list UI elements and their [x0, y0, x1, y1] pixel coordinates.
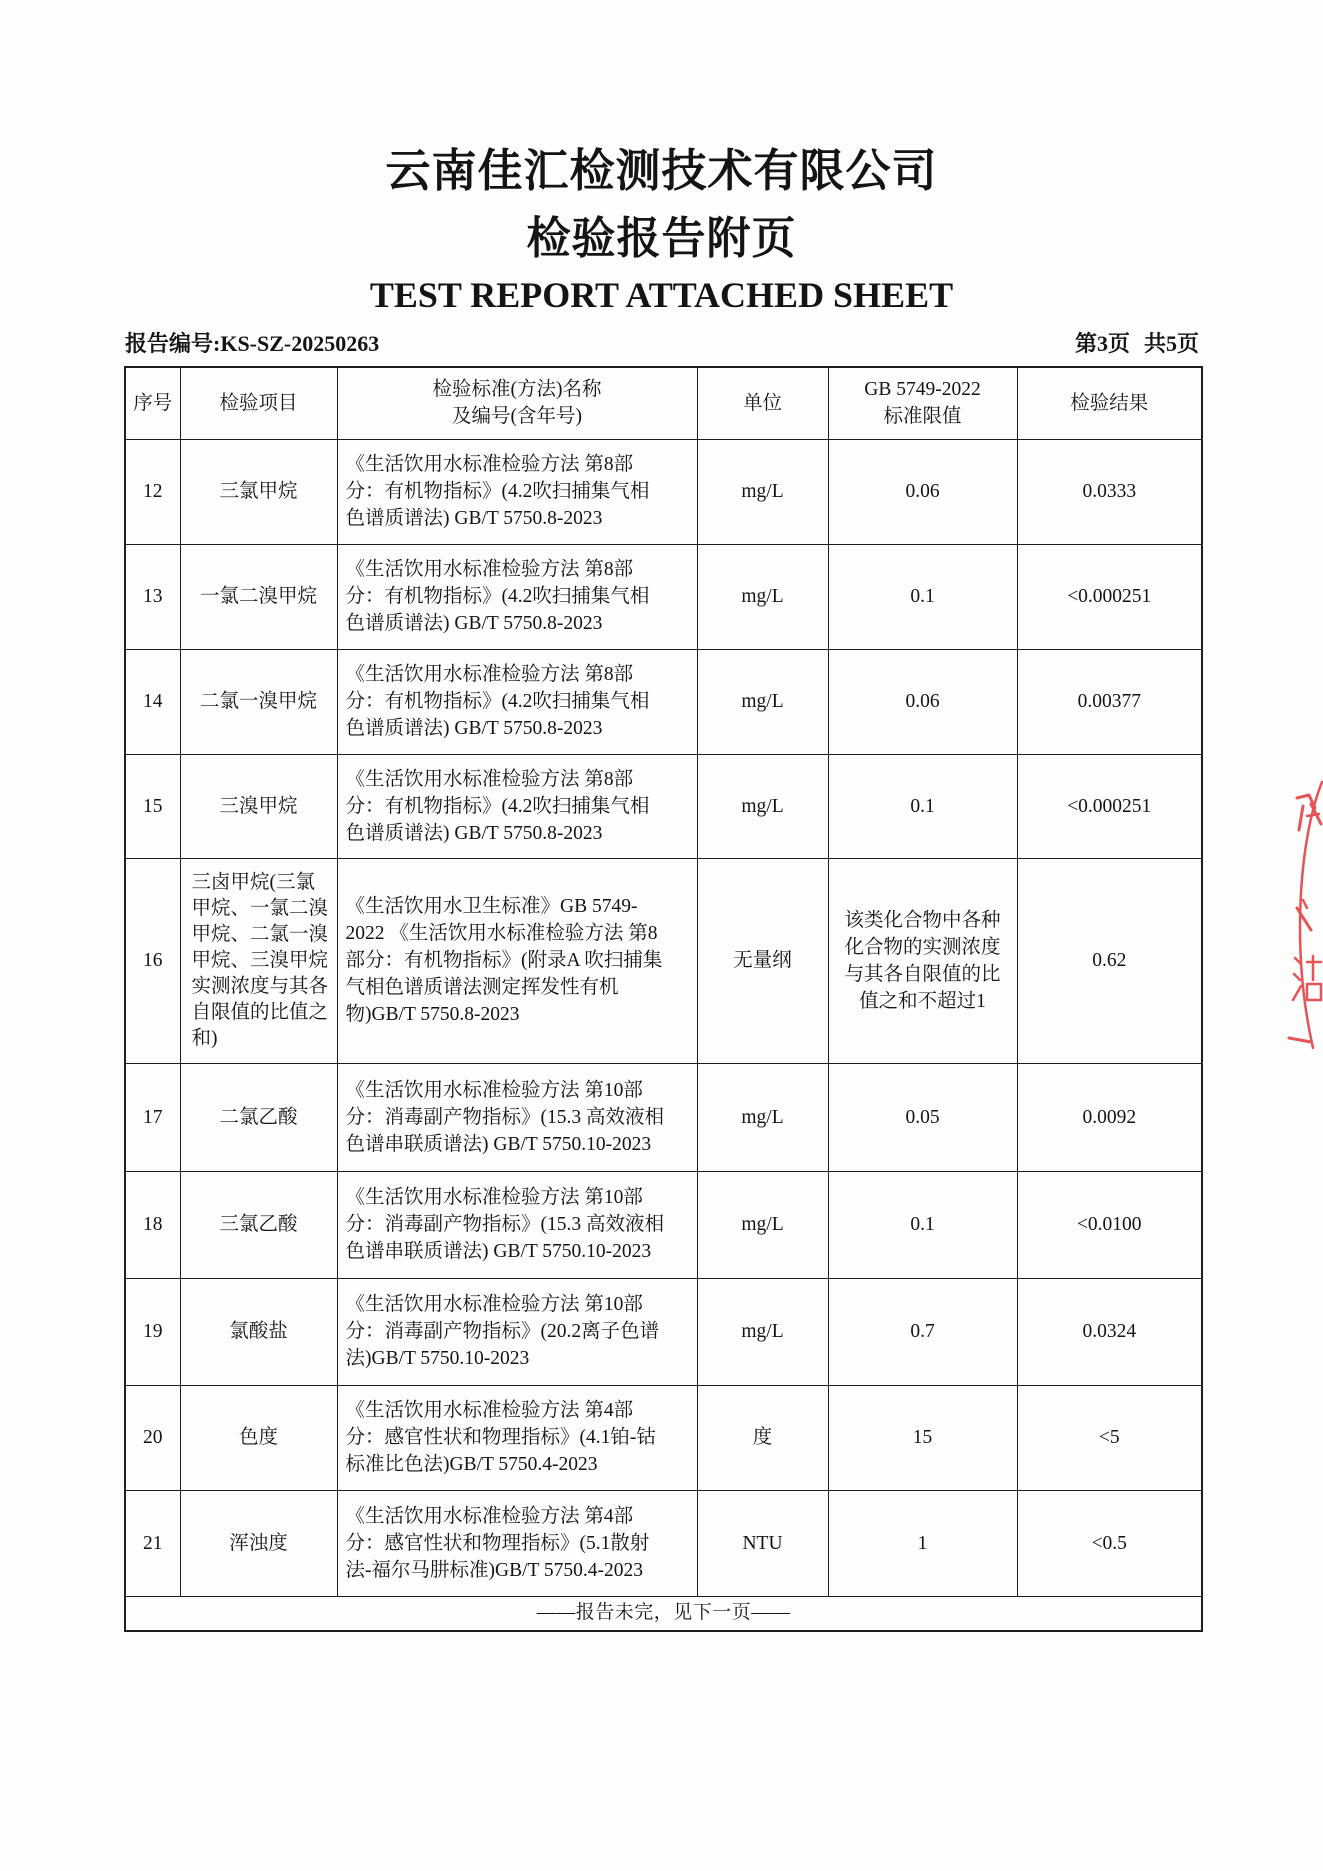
cell-no: 21 — [125, 1490, 180, 1596]
report-title-en: TEST REPORT ATTACHED SHEET — [369, 275, 954, 315]
cell-unit: mg/L — [697, 1171, 828, 1278]
header-limit-line: 标准限值 — [883, 406, 962, 428]
page-total: 共5页 — [1143, 331, 1199, 356]
cell-no: 17 — [125, 1063, 180, 1171]
table-row — [125, 1063, 1202, 1171]
page-indicator — [1075, 330, 1199, 358]
cell-method: 《生活饮用水标准检验方法 第8部分：有机物指标》(4.2吹扫捕集气相色谱质谱法) GB/T 5750.8-2023 — [337, 649, 697, 754]
header-unit: 单位 — [697, 367, 828, 439]
cell-no: 14 — [125, 649, 180, 754]
cell-limit: 0.06 — [828, 649, 1017, 754]
table-row — [125, 858, 1202, 1063]
table-header-row — [125, 367, 1202, 439]
cell-item: 氯酸盐 — [180, 1278, 337, 1385]
header-limit — [828, 367, 1017, 439]
cell-result: 0.00377 — [1017, 649, 1202, 754]
cell-item: 浑浊度 — [180, 1490, 337, 1596]
cell-result: <5 — [1017, 1385, 1202, 1490]
cell-method: 《生活饮用水卫生标准》GB 5749-2022 《生活饮用水标准检验方法 第8部分：有机物指标》(附录A 吹扫捕集气相色谱质谱法测定挥发性有机物)GB/T 5750.8-2023 — [337, 858, 697, 1063]
cell-result: 0.62 — [1017, 858, 1202, 1063]
cell-method: 《生活饮用水标准检验方法 第8部分：有机物指标》(4.2吹扫捕集气相色谱质谱法) GB/T 5750.8-2023 — [337, 754, 697, 858]
report-title-cn: 检验报告附页 — [526, 214, 797, 263]
cell-limit: 0.1 — [828, 544, 1017, 649]
header-method — [337, 367, 697, 439]
table-row — [125, 1490, 1202, 1596]
table-row — [125, 1171, 1202, 1278]
cell-method: 《生活饮用水标准检验方法 第10部分：消毒副产物指标》(15.3 高效液相色谱串联质谱法) GB/T 5750.10-2023 — [337, 1171, 697, 1278]
cell-item: 三氯甲烷 — [180, 439, 337, 544]
cell-limit: 0.05 — [828, 1063, 1017, 1171]
cell-method: 《生活饮用水标准检验方法 第10部分：消毒副产物指标》(20.2离子色谱法)GB/T 5750.10-2023 — [337, 1278, 697, 1385]
table-row — [125, 649, 1202, 754]
cell-unit: 度 — [697, 1385, 828, 1490]
cell-no: 12 — [125, 439, 180, 544]
cell-method: 《生活饮用水标准检验方法 第8部分：有机物指标》(4.2吹扫捕集气相色谱质谱法) GB/T 5750.8-2023 — [337, 439, 697, 544]
cell-limit: 0.1 — [828, 1171, 1017, 1278]
cell-limit: 1 — [828, 1490, 1017, 1596]
cell-method: 《生活饮用水标准检验方法 第4部分：感官性状和物理指标》(5.1散射法-福尔马肼标准)GB/T 5750.4-2023 — [337, 1490, 697, 1596]
company-name: 云南佳汇检测技术有限公司 — [385, 146, 938, 196]
cell-limit: 0.06 — [828, 439, 1017, 544]
cell-result: <0.000251 — [1017, 544, 1202, 649]
cell-item: 三溴甲烷 — [180, 754, 337, 858]
table-footer-row — [125, 1596, 1202, 1631]
cell-result: 0.0092 — [1017, 1063, 1202, 1171]
cell-item: 三卤甲烷(三氯甲烷、一氯二溴甲烷、二氯一溴甲烷、三溴甲烷实测浓度与其各自限值的比值之和) — [180, 858, 337, 1063]
cell-unit: mg/L — [697, 754, 828, 858]
cell-result: 0.0324 — [1017, 1278, 1202, 1385]
cell-limit: 0.1 — [828, 754, 1017, 858]
cell-unit: mg/L — [697, 1278, 828, 1385]
cell-result: <0.5 — [1017, 1490, 1202, 1596]
cell-item: 色度 — [180, 1385, 337, 1490]
cell-method: 《生活饮用水标准检验方法 第10部分：消毒副产物指标》(15.3 高效液相色谱串联质谱法) GB/T 5750.10-2023 — [337, 1063, 697, 1171]
header-result: 检验结果 — [1017, 367, 1202, 439]
cell-unit: mg/L — [697, 544, 828, 649]
cell-limit: 0.7 — [828, 1278, 1017, 1385]
cell-unit: NTU — [697, 1490, 828, 1596]
cell-method: 《生活饮用水标准检验方法 第4部分：感官性状和物理指标》(4.1铂-钴标准比色法)GB/T 5750.4-2023 — [337, 1385, 697, 1490]
cell-unit: mg/L — [697, 649, 828, 754]
cell-unit: 无量纲 — [697, 858, 828, 1063]
cell-no: 18 — [125, 1171, 180, 1278]
continuation-note: ——报告未完，见下一页—— — [125, 1596, 1202, 1631]
header-item: 检验项目 — [180, 367, 337, 439]
table-row — [125, 439, 1202, 544]
table-row — [125, 754, 1202, 858]
table-row — [125, 1385, 1202, 1490]
page-current: 第3页 — [1074, 331, 1130, 356]
table-row — [125, 544, 1202, 649]
cell-result: <0.000251 — [1017, 754, 1202, 858]
cell-no: 13 — [125, 544, 180, 649]
cell-item: 一氯二溴甲烷 — [180, 544, 337, 649]
results-table — [124, 366, 1203, 1632]
report-number: 报告编号:KS-SZ-20250263 — [125, 331, 380, 356]
red-seal-stamp — [1285, 780, 1323, 1050]
cell-limit: 该类化合物中各种化合物的实测浓度与其各自限值的比值之和不超过1 — [828, 858, 1017, 1063]
cell-no: 16 — [125, 858, 180, 1063]
cell-no: 15 — [125, 754, 180, 858]
header-no: 序号 — [125, 367, 180, 439]
header-method-line: 检验标准(方法)名称 — [432, 379, 602, 401]
header-limit-line: GB 5749-2022 — [864, 379, 981, 401]
cell-result: 0.0333 — [1017, 439, 1202, 544]
cell-item: 三氯乙酸 — [180, 1171, 337, 1278]
cell-item: 二氯一溴甲烷 — [180, 649, 337, 754]
cell-method: 《生活饮用水标准检验方法 第8部分：有机物指标》(4.2吹扫捕集气相色谱质谱法) GB/T 5750.8-2023 — [337, 544, 697, 649]
cell-no: 19 — [125, 1278, 180, 1385]
cell-no: 20 — [125, 1385, 180, 1490]
cell-limit: 15 — [828, 1385, 1017, 1490]
cell-item: 二氯乙酸 — [180, 1063, 337, 1171]
header-method-line: 及编号(含年号) — [452, 406, 582, 428]
cell-unit: mg/L — [697, 439, 828, 544]
table-row — [125, 1278, 1202, 1385]
cell-result: <0.0100 — [1017, 1171, 1202, 1278]
cell-unit: mg/L — [697, 1063, 828, 1171]
